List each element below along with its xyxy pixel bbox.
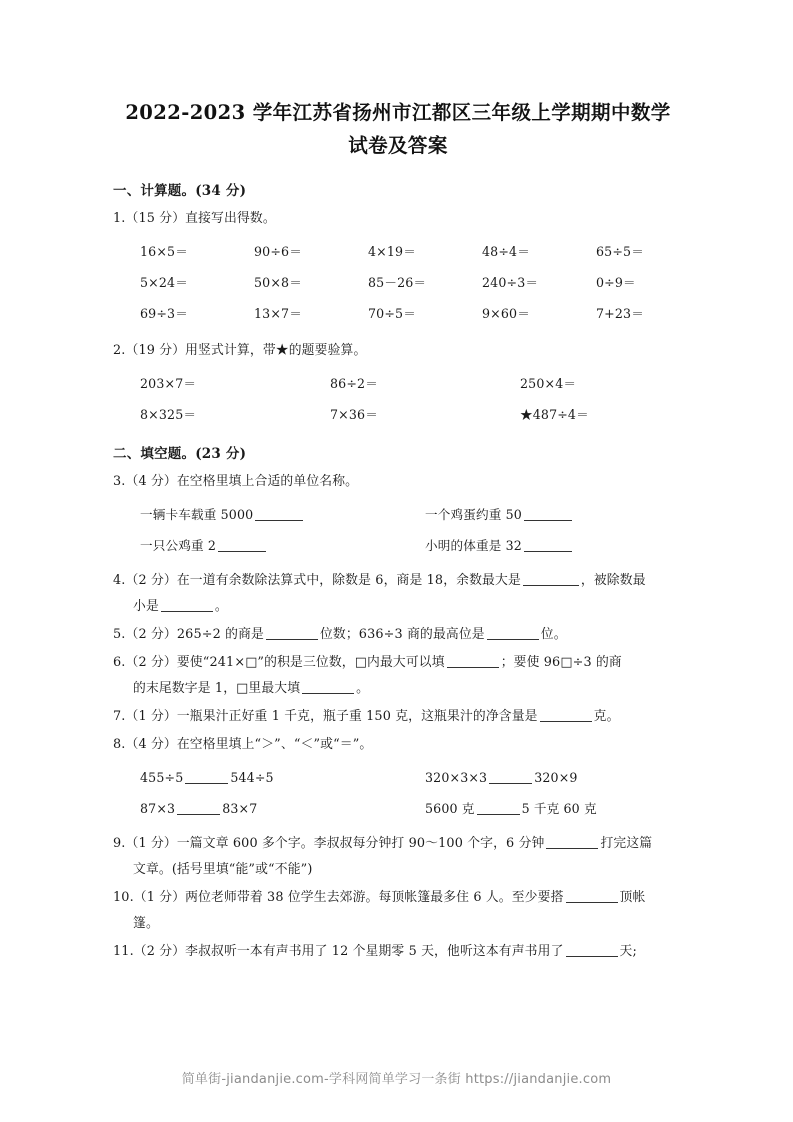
question-9-text-b: 打完这篇 [600,836,653,851]
compare-item [140,762,425,793]
question-2-expressions [113,368,683,430]
unit-item [140,530,425,561]
answer-blank[interactable] [266,627,318,640]
expression-row [140,298,683,329]
question-6 [113,650,683,702]
compare-left: 5600 克 [425,801,475,816]
question-6-line-1 [113,650,683,676]
expression-row [140,399,683,430]
question-10-text-a: 10.（1 分）两位老师带着 38 位学生去郊游。每顶帐篷最多住 6 人。至少要搭 [113,890,564,905]
expression-item: 50×8＝ [254,275,302,290]
compare-right: 544÷5 [230,770,274,785]
compare-left: 320×3×3 [425,770,488,785]
expression-item: 7×36＝ [330,407,378,422]
compare-right: 83×7 [222,801,258,816]
question-4 [113,568,683,620]
question-1-expressions [113,236,683,329]
expression-item: 250×4＝ [520,376,577,391]
compare-item [140,793,425,824]
expression-item: 69÷3＝ [140,306,188,321]
question-8 [113,732,683,824]
answer-blank[interactable] [489,771,532,784]
question-2 [113,338,683,430]
question-3 [113,469,683,561]
question-10-text-b: 顶帐 [619,890,646,905]
answer-blank[interactable] [523,573,579,586]
question-9-line-1 [113,831,683,857]
expression-row [140,236,683,267]
compare-item [425,793,710,824]
question-4-line-2 [113,594,683,620]
expression-item: 13×7＝ [254,306,302,321]
question-5-text-a: 5.（2 分）265÷2 的商是 [113,627,264,642]
answer-blank[interactable] [218,539,266,552]
compare-left: 455÷5 [140,770,184,785]
question-7-text-b: 克。 [593,709,620,724]
question-4-text-b: ，被除数最 [580,573,646,588]
title-line-1: 2022-2023 学年江苏省扬州市江都区三年级上学期期中数学 [125,101,671,124]
question-6-text-c: 的末尾数字是 1，□里最大填 [133,681,301,696]
question-7 [113,704,683,730]
question-6-text-d: 。 [356,681,370,696]
question-3-items [113,499,683,561]
question-9 [113,831,683,883]
unit-item [140,499,425,530]
expression-item: 90÷6＝ [254,244,302,259]
compare-right: 5 千克 60 克 [521,801,597,816]
question-11 [113,939,683,965]
expression-item: 0÷9＝ [596,275,636,290]
question-6-text-a: 6.（2 分）要使“241×□”的积是三位数，□内最大可以填 [113,655,445,670]
expression-item: 4×19＝ [368,244,416,259]
section-heading-fill-in-blank: 二、填空题。(23 分) [113,446,247,462]
title-line-2: 试卷及答案 [348,134,448,157]
answer-blank[interactable] [477,802,520,815]
expression-row [140,762,683,793]
expression-item: 16×5＝ [140,244,188,259]
footer-watermark: 简单街-jiandanjie.com-学科网简单学习一条街 https://jiandanjie.com [181,1072,612,1087]
question-9-text-a: 9.（1 分）一篇文章 600 多个字。李叔叔每分钟打 90～100 个字，6 分钟 [113,836,545,851]
question-3-prompt: 3.（4 分）在空格里填上合适的单位名称。 [113,474,359,489]
question-10 [113,885,683,937]
answer-blank[interactable] [161,599,213,612]
expression-item: 8×325＝ [140,407,197,422]
question-11-text-b: 天; [619,944,637,959]
unit-item-label: 一辆卡车载重 5000 [140,507,254,522]
unit-item-label: 小明的体重是 32 [425,538,522,553]
section-heading-calculation: 一、计算题。(34 分) [113,183,247,199]
question-4-text-c: 小是 [133,599,159,614]
question-2-prompt: 2.（19 分）用竖式计算，带★的题要验算。 [113,343,367,358]
expression-row [140,499,683,530]
unit-item [425,530,710,561]
answer-blank[interactable] [447,655,499,668]
answer-blank[interactable] [540,709,592,722]
question-5-text-c: 位。 [540,627,567,642]
question-4-text-d: 。 [214,599,228,614]
expression-item: 240÷3＝ [482,275,539,290]
expression-row [140,530,683,561]
expression-row [140,368,683,399]
question-1-prompt: 1.（15 分）直接写出得数。 [113,211,276,226]
unit-item-label: 一只公鸡重 2 [140,538,217,553]
answer-blank[interactable] [524,508,572,521]
question-10-line-1 [113,885,683,911]
expression-item: 9×60＝ [482,306,530,321]
compare-right: 320×9 [534,770,578,785]
expression-item: 203×7＝ [140,376,197,391]
expression-item: 86÷2＝ [330,376,378,391]
unit-item-label: 一个鸡蛋约重 50 [425,507,522,522]
question-4-text-a: 4.（2 分）在一道有余数除法算式中，除数是 6，商是 18，余数最大是 [113,573,521,588]
compare-item [425,762,710,793]
question-10-line-2: 篷。 [133,916,159,931]
answer-blank[interactable] [302,681,354,694]
expression-item: 5×24＝ [140,275,188,290]
expression-row [140,267,683,298]
expression-item: ★487÷4＝ [520,407,589,422]
question-9-line-2: 文章。(括号里填“能”或“不能”) [133,862,313,877]
answer-blank[interactable] [524,539,572,552]
exam-content [113,96,683,965]
answer-blank[interactable] [566,944,618,957]
expression-item: 85－26＝ [368,275,427,290]
expression-row [140,793,683,824]
question-6-line-2 [113,676,683,702]
question-11-text-a: 11.（2 分）李叔叔听一本有声书用了 12 个星期零 5 天，他听这本有声书用了 [113,944,564,959]
unit-item [425,499,710,530]
question-4-line-1 [113,568,683,594]
question-7-line-1 [113,704,683,730]
expression-item: 70÷5＝ [368,306,416,321]
question-6-text-b: ；要使 96□÷3 的商 [500,655,622,670]
answer-blank[interactable] [185,771,228,784]
expression-item: 7+23＝ [596,306,644,321]
expression-item: 48÷4＝ [482,244,530,259]
expression-item: 65÷5＝ [596,244,644,259]
answer-blank[interactable] [487,627,539,640]
question-8-prompt: 8.（4 分）在空格里填上“＞”、“＜”或“＝”。 [113,737,373,752]
question-5-line-1 [113,622,683,648]
question-8-items [113,762,683,824]
question-1 [113,206,683,329]
compare-left: 87×3 [140,801,176,816]
answer-blank[interactable] [546,836,598,849]
answer-blank[interactable] [177,802,220,815]
question-7-text-a: 7.（1 分）一瓶果汁正好重 1 千克，瓶子重 150 克，这瓶果汁的净含量是 [113,709,538,724]
answer-blank[interactable] [255,508,303,521]
page-title [113,96,683,162]
question-11-line-1 [113,939,683,965]
answer-blank[interactable] [566,890,618,903]
question-5 [113,622,683,648]
question-5-text-b: 位数；636÷3 商的最高位是 [319,627,485,642]
